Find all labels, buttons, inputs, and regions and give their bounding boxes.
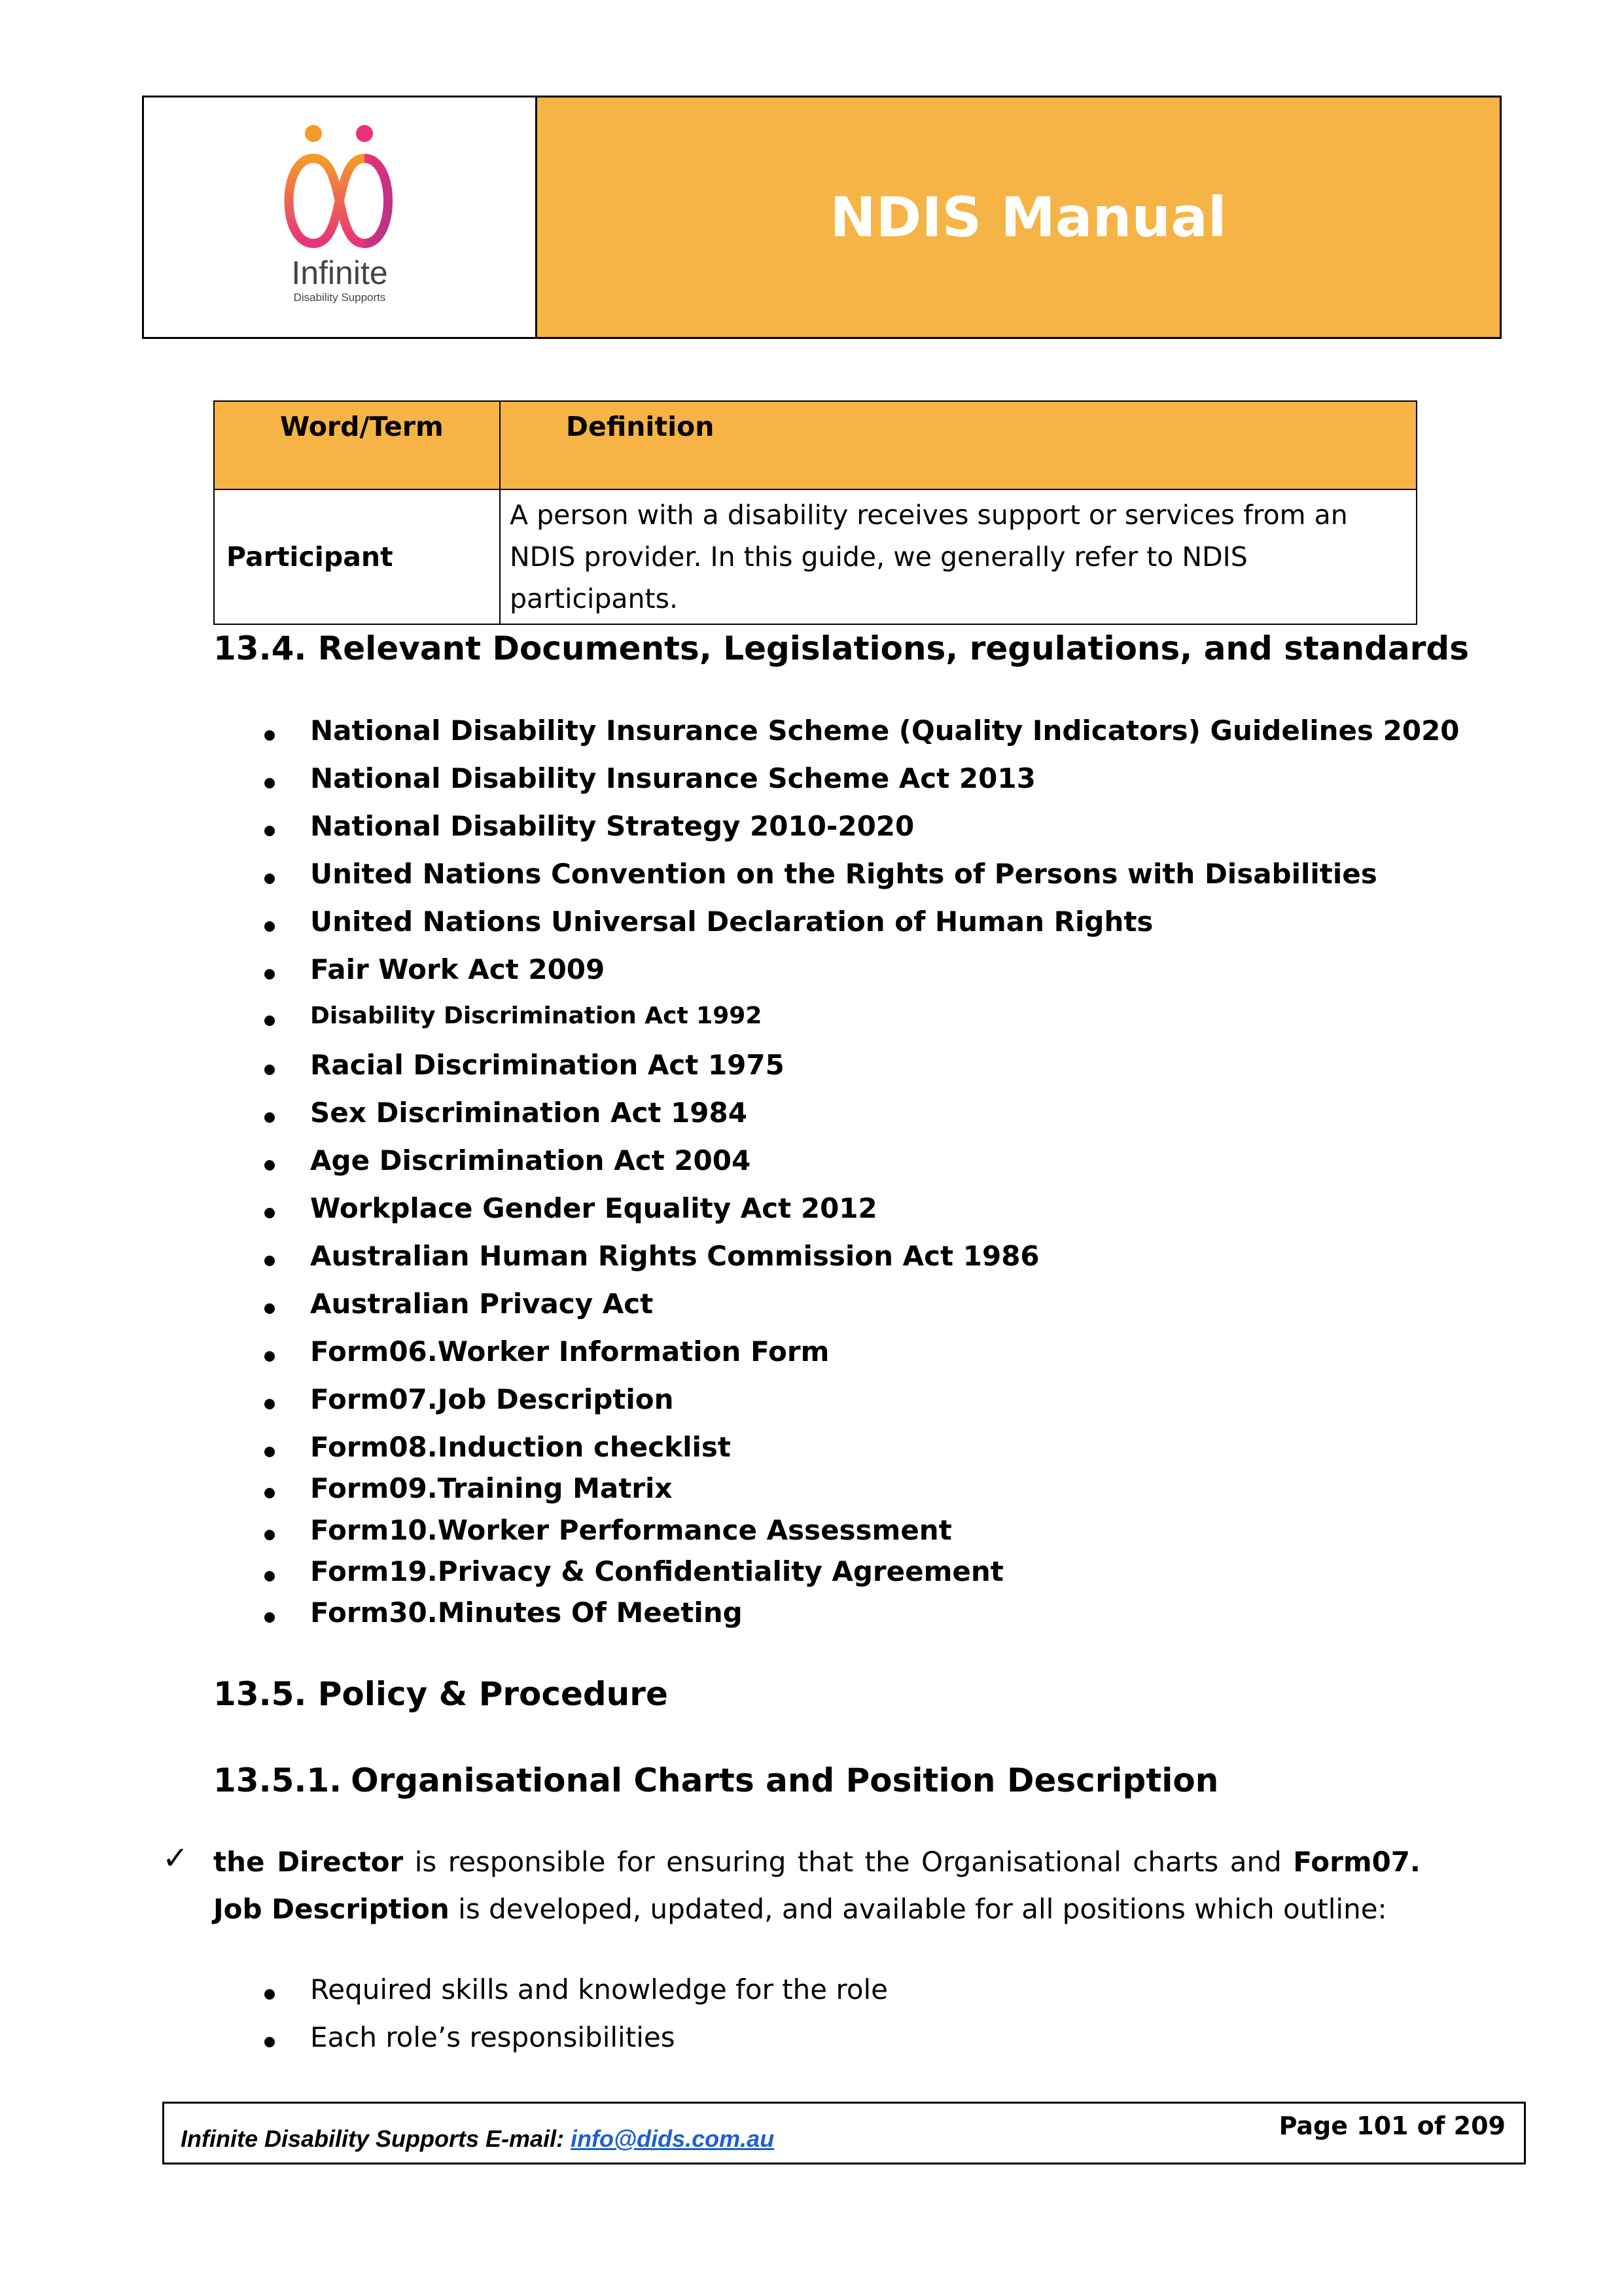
bullet-icon: [264, 1989, 275, 2000]
bullet-icon: [264, 1351, 275, 1362]
bullet-icon: [264, 874, 275, 884]
definition-cell: A person with a disability receives support or services from an NDIS provider. In this guide, we generally refer to NDIS participants.: [500, 489, 1417, 624]
logo-cell: [144, 97, 537, 337]
section-heading-13-4: 13.4. Relevant Documents, Legislations, regulations, and standards: [213, 629, 1469, 667]
section-title: Organisational Charts and Position Description: [351, 1761, 1219, 1799]
document-title: NDIS Manual: [830, 185, 1227, 249]
bullet-icon: [264, 778, 275, 788]
bullet-icon: [264, 1160, 275, 1171]
bullet-icon: [264, 1208, 275, 1218]
table-header-row: [214, 401, 1417, 489]
section-number: 13.5.1.: [213, 1761, 342, 1799]
bullet-icon: [264, 1447, 275, 1457]
section-heading-13-5-1: [213, 1761, 1218, 1799]
infinite-logo: [268, 119, 412, 315]
bullet-icon: [264, 1399, 275, 1409]
bullet-icon: [264, 921, 275, 932]
footer-company: Infinite Disability Supports E-mail:: [181, 2125, 571, 2152]
bullet-icon: [264, 1256, 275, 1266]
form07-label: Form07. Job Description: [213, 1846, 1421, 1925]
term-cell: Participant: [214, 489, 500, 624]
bullet-icon: [264, 1016, 275, 1026]
page-header: [142, 96, 1502, 339]
bullet-icon: [264, 1303, 275, 1314]
bullet-icon: [264, 826, 275, 836]
bullet-icon: [264, 1571, 275, 1581]
checkmark-icon: ✓: [162, 1840, 189, 1877]
definitions-table: [213, 400, 1417, 625]
bullet-icon: [264, 2037, 275, 2047]
bullet-icon: [264, 1065, 275, 1075]
footer-contact: [181, 2125, 774, 2153]
bullet-icon: [264, 1530, 275, 1540]
bullet-icon: [264, 1612, 275, 1623]
footer-email-link[interactable]: info@dids.com.au: [571, 2125, 775, 2152]
paragraph-text-2: is developed, updated, and available for all positions which outline:: [449, 1893, 1387, 1925]
table-row: [214, 489, 1417, 624]
logo-name: Infinite: [291, 255, 388, 291]
section-heading-13-5: 13.5. Policy & Procedure: [213, 1675, 668, 1713]
column-header-definition: Definition: [500, 401, 1417, 489]
page-footer: [162, 2102, 1526, 2164]
responsibility-paragraph: [213, 1839, 1421, 1933]
title-cell: [537, 97, 1500, 337]
page-number: Page 101 of 209: [1279, 2111, 1506, 2140]
column-header-term: Word/Term: [214, 401, 500, 489]
bullet-icon: [264, 969, 275, 980]
bullet-icon: [264, 1112, 275, 1123]
paragraph-text-1: is responsible for ensuring that the Organisational charts and: [403, 1846, 1294, 1878]
bullet-icon: [264, 1488, 275, 1498]
logo-subtitle: Disability Supports: [293, 291, 386, 304]
director-label: the Director: [213, 1846, 404, 1878]
bullet-icon: [264, 730, 275, 741]
